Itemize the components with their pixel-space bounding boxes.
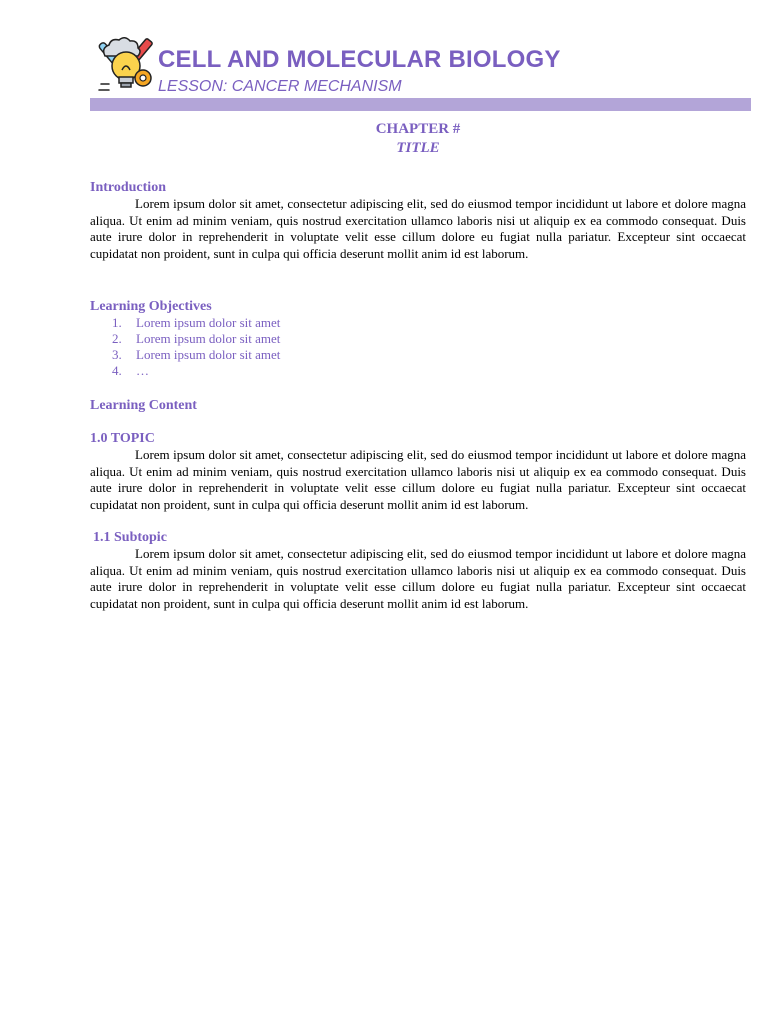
chapter-block [90,120,746,158]
list-item [90,315,280,331]
objectives-list [90,315,280,379]
list-item [90,363,280,379]
list-item-number: 3. [112,347,122,362]
introduction-body: Lorem ipsum dolor sit amet, consectetur adipiscing elit, sed do eiusmod tempor incididunt ut labore et dolore magna aliqua. Ut enim ad minim veniam, quis nostrud exercitation ullamco laboris nisi ut aliquip ex ea commodo consequat. Duis aute irure dolor in reprehenderit in voluptate velit esse cillum dolore eu fugiat nulla pariatur. Excepteur sint occaecat cupidatat non proident, sunt in culpa qui officia deserunt mollit anim id est laborum. [90,196,746,261]
subtopic-heading: 1.1 Subtopic [93,530,167,545]
course-title: CELL AND MOLECULAR BIOLOGY [158,46,561,73]
topic-body: Lorem ipsum dolor sit amet, consectetur adipiscing elit, sed do eiusmod tempor incididunt ut labore et dolore magna aliqua. Ut enim ad minim veniam, quis nostrud exercitation ullamco laboris nisi ut aliquip ex ea commodo consequat. Duis aute irure dolor in reprehenderit in voluptate velit esse cillum dolore eu fugiat nulla pariatur. Excepteur sint occaecat cupidatat non proident, sunt in culpa qui officia deserunt mollit anim id est laborum. [90,447,746,512]
list-item-text: Lorem ipsum dolor sit amet [136,315,281,330]
list-item-text: … [136,363,149,378]
list-item-number: 4. [112,363,122,378]
list-item-number: 1. [112,315,122,330]
science-idea-lightbulb-icon [95,34,157,98]
document-header [90,34,751,98]
header-banner-bar [90,98,751,111]
objectives-heading: Learning Objectives [90,299,212,314]
lesson-subtitle: LESSON: CANCER MECHANISM [158,78,402,95]
list-item-text: Lorem ipsum dolor sit amet [136,331,281,346]
chapter-label: CHAPTER # [375,121,461,137]
chapter-title: TITLE [396,140,440,156]
introduction-heading: Introduction [90,180,166,195]
list-item [90,331,280,347]
topic-heading: 1.0 TOPIC [90,431,155,446]
learning-content-heading: Learning Content [90,398,197,413]
subtopic-body: Lorem ipsum dolor sit amet, consectetur adipiscing elit, sed do eiusmod tempor incididunt ut labore et dolore magna aliqua. Ut enim ad minim veniam, quis nostrud exercitation ullamco laboris nisi ut aliquip ex ea commodo consequat. Duis aute irure dolor in reprehenderit in voluptate velit esse cillum dolore eu fugiat nulla pariatur. Excepteur sint occaecat cupidatat non proident, sunt in culpa qui officia deserunt mollit anim id est laborum. [90,546,746,611]
list-item-number: 2. [112,331,122,346]
list-item [90,347,280,363]
list-item-text: Lorem ipsum dolor sit amet [136,347,281,362]
